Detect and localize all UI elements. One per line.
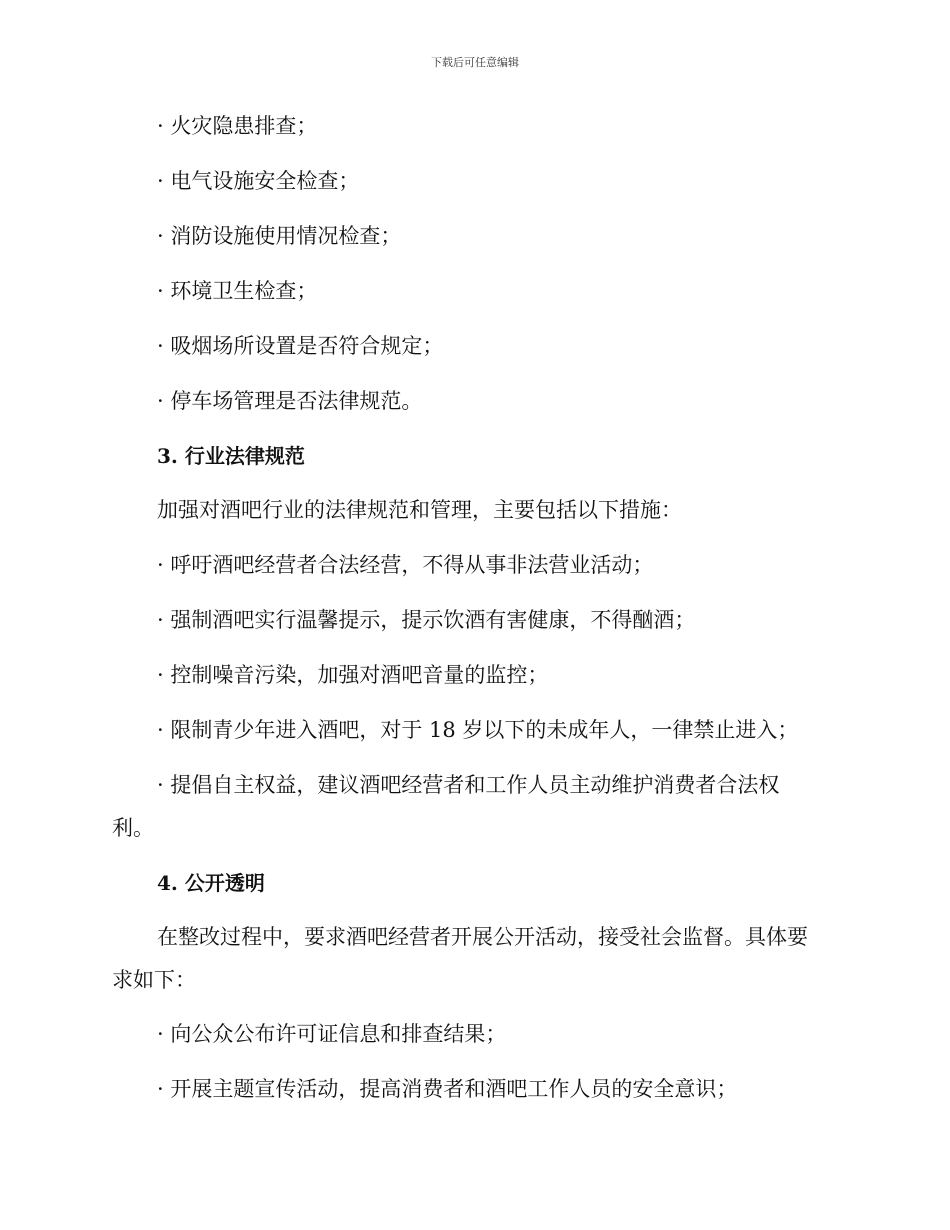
list-item: · 限制青少年进入酒吧，对于 18 岁以下的未成年人，一律禁止进入； <box>157 718 799 742</box>
list-item: · 呼吁酒吧经营者合法经营，不得从事非法营业活动； <box>157 553 654 577</box>
paragraph: 在整改过程中，要求酒吧经营者开展公开活动，接受社会监督。具体要 <box>157 925 808 949</box>
page-header: 下载后可任意编辑 <box>431 56 519 69</box>
list-item: · 环境卫生检查； <box>157 279 318 303</box>
list-item: · 停车场管理是否法律规范。 <box>157 389 423 413</box>
section-heading: 3. 行业法律规范 <box>157 444 305 468</box>
list-item: · 消防设施使用情况检查； <box>157 224 402 248</box>
list-item: · 向公众公布许可证信息和排查结果； <box>157 1022 507 1046</box>
list-item: · 火灾隐患排查； <box>157 114 318 138</box>
paragraph-continuation: 求如下： <box>112 968 196 992</box>
list-item: · 电气设施安全检查； <box>157 169 360 193</box>
list-item: · 控制噪音污染，加强对酒吧音量的监控； <box>157 663 549 687</box>
list-item: · 吸烟场所设置是否符合规定； <box>157 334 444 358</box>
list-item: · 强制酒吧实行温馨提示，提示饮酒有害健康，不得酗酒； <box>157 608 696 632</box>
list-item-continuation: 利。 <box>112 816 154 840</box>
list-item: · 开展主题宣传活动，提高消费者和酒吧工作人员的安全意识； <box>157 1077 738 1101</box>
section-heading: 4. 公开透明 <box>157 871 265 895</box>
list-item: · 提倡自主权益，建议酒吧经营者和工作人员主动维护消费者合法权 <box>157 773 780 797</box>
paragraph: 加强对酒吧行业的法律规范和管理，主要包括以下措施： <box>157 498 682 522</box>
